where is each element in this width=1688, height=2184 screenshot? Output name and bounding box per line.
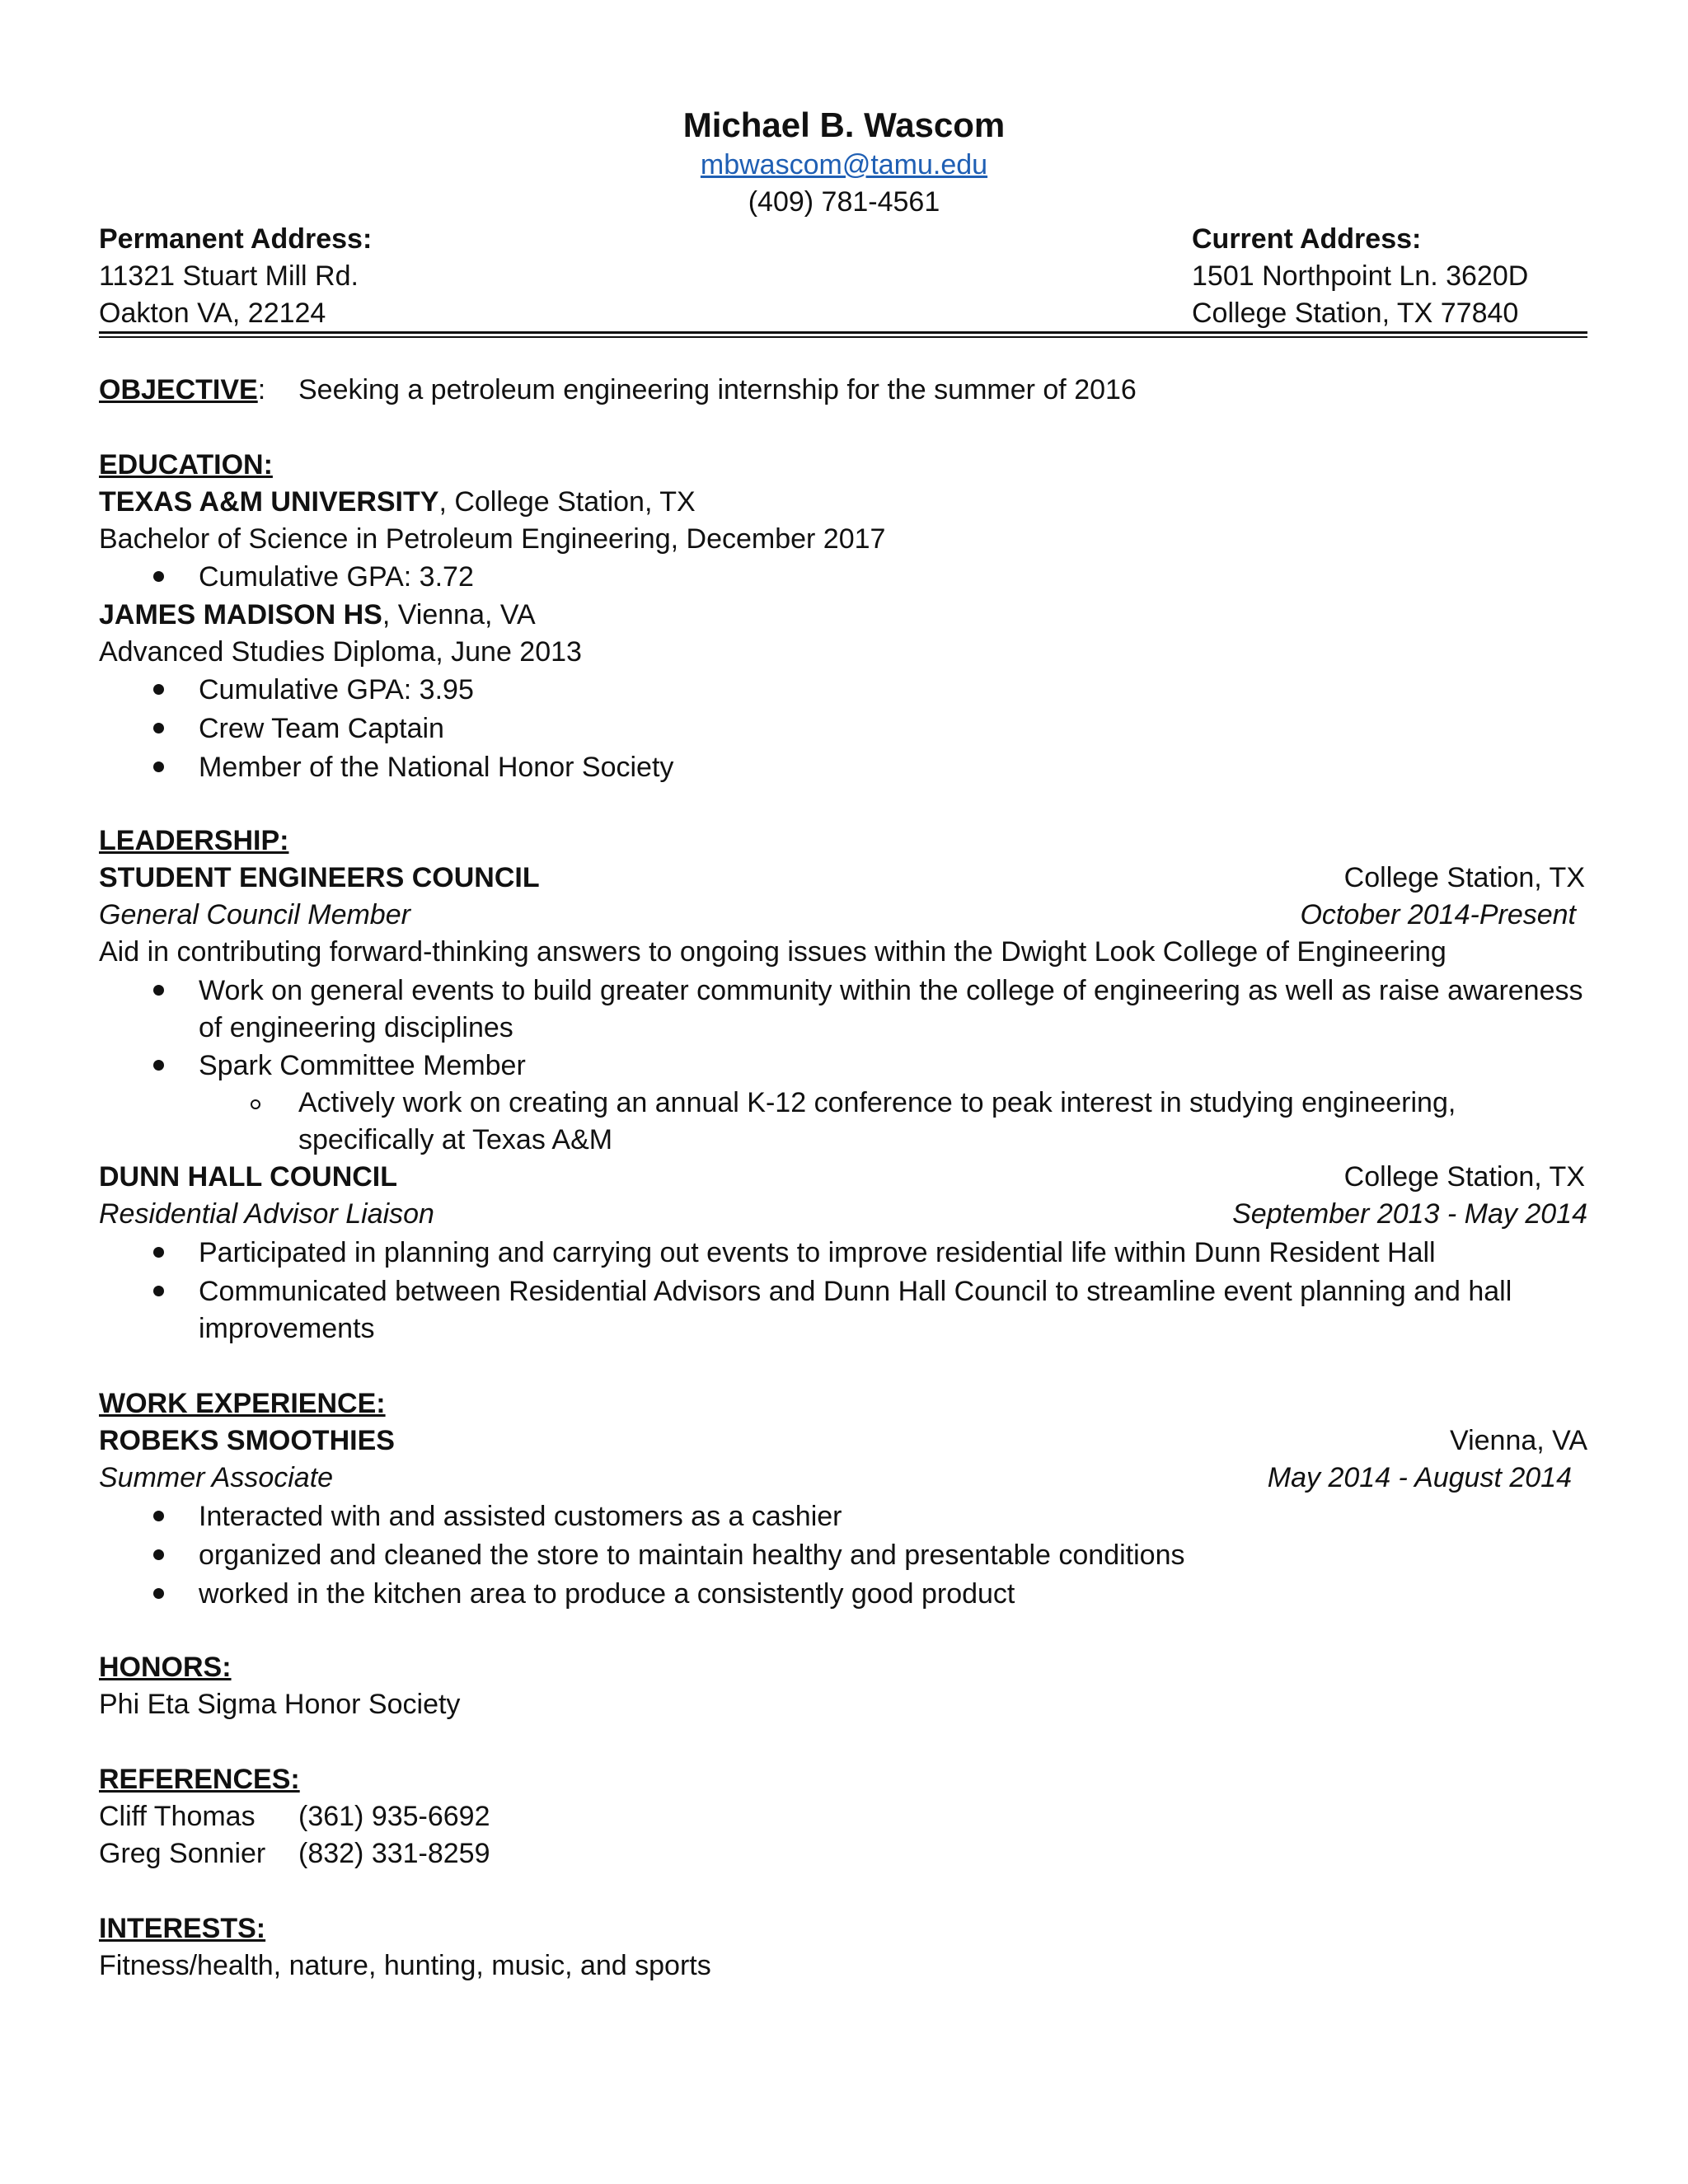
reference-name: Greg Sonnier [99, 1838, 266, 1869]
school-location: , College Station, TX [438, 486, 696, 518]
role-dates: May 2014 - August 2014 [1267, 1462, 1572, 1493]
interests-text: Fitness/health, nature, hunting, music, and sports [99, 1950, 711, 1981]
list-item: Interacted with and assisted customers as a cashier [199, 1501, 842, 1532]
email-line [0, 148, 1688, 181]
org-name: ROBEKS SMOOTHIES [99, 1425, 395, 1456]
list-item: organized and cleaned the store to maintain healthy and presentable conditions [199, 1540, 1185, 1571]
interests-heading: INTERESTS: [99, 1913, 266, 1944]
school-location: , Vienna, VA [382, 599, 536, 630]
org-location: Vienna, VA [1450, 1425, 1587, 1456]
bullet-icon [153, 985, 164, 996]
references-heading: REFERENCES: [99, 1764, 300, 1795]
header-divider-thick [99, 331, 1587, 334]
list-item-continued: improvements [199, 1313, 375, 1344]
bullet-icon [153, 1588, 164, 1599]
reference-phone: (361) 935-6692 [298, 1801, 490, 1832]
education-heading: EDUCATION: [99, 449, 273, 480]
phone-number: (409) 781-4561 [748, 186, 940, 218]
list-item-continued: of engineering disciplines [199, 1012, 513, 1043]
bullet-icon [153, 723, 164, 733]
list-item: Member of the National Honor Society [199, 752, 674, 783]
list-item: Cumulative GPA: 3.72 [199, 561, 474, 593]
header-divider-thin [99, 336, 1587, 338]
list-item: Work on general events to build greater community within the college of engineering as well as raise awareness [199, 975, 1583, 1006]
org-location: College Station, TX [1343, 1161, 1585, 1193]
current-address-label: Current Address: [1192, 223, 1422, 255]
bullet-icon [153, 1060, 164, 1071]
objective-heading-text: OBJECTIVE [99, 374, 258, 405]
objective-heading [99, 373, 265, 406]
honors-heading: HONORS: [99, 1652, 232, 1683]
role-title: General Council Member [99, 899, 410, 930]
work-experience-heading: WORK EXPERIENCE: [99, 1388, 386, 1419]
reference-name: Cliff Thomas [99, 1801, 256, 1832]
school-name: TEXAS A&M UNIVERSITY [99, 486, 439, 518]
list-item: Spark Committee Member [199, 1050, 526, 1081]
role-dates: September 2013 - May 2014 [1232, 1198, 1587, 1230]
list-item: Crew Team Captain [199, 713, 444, 744]
bullet-icon [153, 762, 164, 772]
permanent-address-line1: 11321 Stuart Mill Rd. [99, 260, 359, 292]
school-degree: Advanced Studies Diploma, June 2013 [99, 636, 582, 668]
honor-item: Phi Eta Sigma Honor Society [99, 1689, 461, 1720]
list-item: worked in the kitchen area to produce a consistently good product [199, 1578, 1015, 1610]
permanent-address-line2: Oakton VA, 22124 [99, 298, 326, 329]
sub-list-item-continued: specifically at Texas A&M [298, 1124, 613, 1155]
role-dates: October 2014-Present [1300, 899, 1576, 930]
role-description: Aid in contributing forward-thinking answers to ongoing issues within the Dwight Look College of Engineering [99, 936, 1447, 968]
bullet-icon [153, 1511, 164, 1521]
current-address-line2: College Station, TX 77840 [1192, 298, 1519, 329]
role-title: Residential Advisor Liaison [99, 1198, 434, 1230]
permanent-address-label: Permanent Address: [99, 223, 373, 255]
bullet-icon [153, 1549, 164, 1560]
school-degree: Bachelor of Science in Petroleum Engineering, December 2017 [99, 523, 886, 555]
reference-phone: (832) 331-8259 [298, 1838, 490, 1869]
bullet-icon [153, 1286, 164, 1296]
role-title: Summer Associate [99, 1462, 334, 1493]
list-item: Cumulative GPA: 3.95 [199, 674, 474, 705]
email-link[interactable]: mbwascom@tamu.edu [700, 149, 988, 180]
bullet-icon [153, 684, 164, 695]
school-name: JAMES MADISON HS [99, 599, 382, 630]
list-item: Communicated between Residential Advisors and Dunn Hall Council to streamline event planning and hall [199, 1276, 1512, 1307]
org-name: DUNN HALL COUNCIL [99, 1161, 398, 1193]
current-address-line1: 1501 Northpoint Ln. 3620D [1192, 260, 1529, 292]
school-title [99, 598, 536, 631]
org-name: STUDENT ENGINEERS COUNCIL [99, 862, 540, 893]
school-title [99, 485, 696, 518]
list-item: Participated in planning and carrying out events to improve residential life within Dunn Resident Hall [199, 1237, 1436, 1268]
leadership-heading: LEADERSHIP: [99, 825, 289, 856]
objective-heading-colon: : [257, 374, 266, 405]
bullet-icon [153, 1247, 164, 1258]
bullet-icon [153, 571, 164, 582]
org-location: College Station, TX [1343, 862, 1585, 893]
objective-text: Seeking a petroleum engineering internship for the summer of 2016 [298, 374, 1137, 405]
hollow-bullet-icon [251, 1099, 260, 1109]
sub-list-item: Actively work on creating an annual K-12 conference to peak interest in studying engineering, [298, 1087, 1456, 1118]
candidate-name: Michael B. Wascom [682, 105, 1006, 144]
